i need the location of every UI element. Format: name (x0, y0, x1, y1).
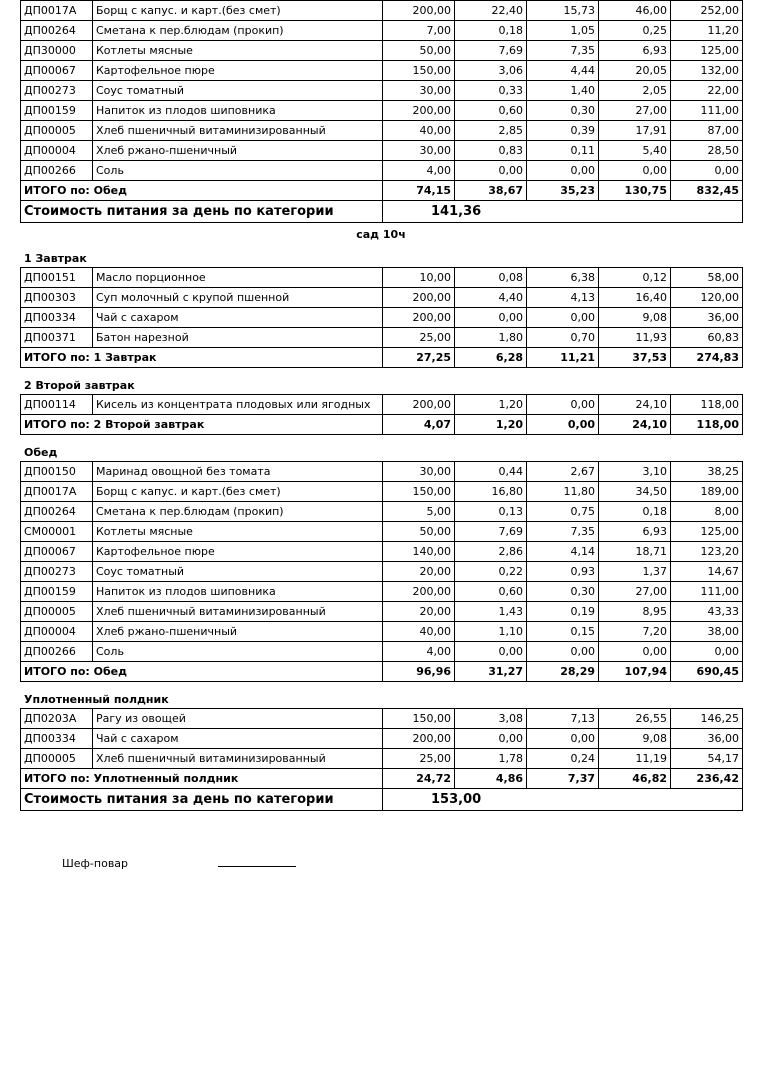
dish-name-cell: Соус томатный (93, 81, 383, 101)
dish-name-cell: Чай с сахаром (93, 308, 383, 328)
dish-value-cell: 11,80 (527, 482, 599, 502)
dish-value-cell: 40,00 (383, 121, 455, 141)
total-value-cell: 4,07 (383, 415, 455, 435)
total-value-cell: 236,42 (671, 769, 743, 789)
dish-value-cell: 46,00 (599, 1, 671, 21)
dish-value-cell: 200,00 (383, 729, 455, 749)
dish-name-cell: Хлеб ржано-пшеничный (93, 622, 383, 642)
dish-value-cell: 0,44 (455, 462, 527, 482)
menu-table (20, 267, 743, 368)
dish-name-cell: Соль (93, 642, 383, 662)
total-value-cell: 24,10 (599, 415, 671, 435)
dish-value-cell: 189,00 (671, 482, 743, 502)
dish-row (21, 81, 743, 101)
dish-value-cell: 10,00 (383, 268, 455, 288)
menu-table (20, 394, 743, 435)
dish-name-cell: Котлеты мясные (93, 41, 383, 61)
dish-value-cell: 0,00 (527, 395, 599, 415)
dish-value-cell: 7,35 (527, 522, 599, 542)
dish-value-cell: 0,00 (527, 642, 599, 662)
dish-value-cell: 120,00 (671, 288, 743, 308)
dish-code-cell: ДП00264 (21, 21, 93, 41)
dish-name-cell: Кисель из концентрата плодовых или ягодных (93, 395, 383, 415)
dish-value-cell: 54,17 (671, 749, 743, 769)
dish-name-cell: Батон нарезной (93, 328, 383, 348)
dish-value-cell: 0,22 (455, 562, 527, 582)
dish-code-cell: ДП00266 (21, 642, 93, 662)
dish-value-cell: 0,00 (527, 308, 599, 328)
total-value-cell: 107,94 (599, 662, 671, 682)
meal-section-title: 2 Второй завтрак (24, 379, 135, 392)
dish-value-cell: 5,00 (383, 502, 455, 522)
dish-value-cell: 7,13 (527, 709, 599, 729)
dish-value-cell: 252,00 (671, 1, 743, 21)
dish-value-cell: 0,25 (599, 21, 671, 41)
dish-name-cell: Сметана к пер.блюдам (прокип) (93, 502, 383, 522)
dish-code-cell: ДП00151 (21, 268, 93, 288)
dish-row (21, 542, 743, 562)
dish-value-cell: 200,00 (383, 288, 455, 308)
dish-value-cell: 11,93 (599, 328, 671, 348)
dish-value-cell: 0,00 (455, 729, 527, 749)
dish-name-cell: Хлеб пшеничный витаминизированный (93, 749, 383, 769)
dish-code-cell: ДП00371 (21, 328, 93, 348)
total-value-cell: 0,00 (527, 415, 599, 435)
dish-code-cell: ДП00159 (21, 101, 93, 121)
dish-row (21, 41, 743, 61)
dish-code-cell: ДП0203А (21, 709, 93, 729)
dish-value-cell: 2,86 (455, 542, 527, 562)
dish-value-cell: 25,00 (383, 328, 455, 348)
total-value-cell: 274,83 (671, 348, 743, 368)
total-value-cell: 6,28 (455, 348, 527, 368)
dish-name-cell: Чай с сахаром (93, 729, 383, 749)
dish-value-cell: 11,19 (599, 749, 671, 769)
dish-name-cell: Масло порционное (93, 268, 383, 288)
dish-value-cell: 24,10 (599, 395, 671, 415)
total-value-cell: 690,45 (671, 662, 743, 682)
dish-value-cell: 30,00 (383, 81, 455, 101)
dish-row (21, 562, 743, 582)
day-cost-row (21, 789, 743, 811)
dish-value-cell: 0,75 (527, 502, 599, 522)
total-value-cell: 37,53 (599, 348, 671, 368)
meal-section-title: Обед (24, 446, 58, 459)
dish-value-cell: 0,00 (599, 642, 671, 662)
dish-value-cell: 7,20 (599, 622, 671, 642)
dish-value-cell: 22,40 (455, 1, 527, 21)
dish-value-cell: 111,00 (671, 582, 743, 602)
dish-value-cell: 43,33 (671, 602, 743, 622)
total-label-cell: ИТОГО по: 1 Завтрак (21, 348, 383, 368)
dish-value-cell: 0,33 (455, 81, 527, 101)
dish-value-cell: 0,00 (527, 729, 599, 749)
dish-row (21, 1, 743, 21)
dish-value-cell: 7,00 (383, 21, 455, 41)
dish-code-cell: ДП00150 (21, 462, 93, 482)
total-value-cell: 832,45 (671, 181, 743, 201)
dish-value-cell: 14,67 (671, 562, 743, 582)
dish-row (21, 61, 743, 81)
dish-row (21, 308, 743, 328)
day-cost-label-cell: Стоимость питания за день по категории (21, 789, 383, 811)
dish-value-cell: 3,06 (455, 61, 527, 81)
dish-row (21, 141, 743, 161)
total-value-cell: 1,20 (455, 415, 527, 435)
dish-value-cell: 7,35 (527, 41, 599, 61)
total-label-cell: ИТОГО по: Обед (21, 662, 383, 682)
dish-row (21, 328, 743, 348)
menu-table (20, 708, 743, 811)
dish-value-cell: 0,11 (527, 141, 599, 161)
total-value-cell: 35,23 (527, 181, 599, 201)
menu-table (20, 461, 743, 682)
dish-name-cell: Хлеб пшеничный витаминизированный (93, 602, 383, 622)
dish-value-cell: 38,25 (671, 462, 743, 482)
total-value-cell: 28,29 (527, 662, 599, 682)
dish-row (21, 395, 743, 415)
dish-code-cell: ДП00067 (21, 542, 93, 562)
total-value-cell: 74,15 (383, 181, 455, 201)
dish-row (21, 622, 743, 642)
dish-value-cell: 36,00 (671, 308, 743, 328)
dish-value-cell: 1,05 (527, 21, 599, 41)
chef-label: Шеф-повар (62, 857, 129, 870)
dish-value-cell: 2,05 (599, 81, 671, 101)
dish-code-cell: ДП00273 (21, 81, 93, 101)
dish-name-cell: Маринад овощной без томата (93, 462, 383, 482)
dish-row (21, 522, 743, 542)
dish-row (21, 161, 743, 181)
dish-value-cell: 1,20 (455, 395, 527, 415)
dish-value-cell: 0,00 (455, 161, 527, 181)
dish-value-cell: 50,00 (383, 41, 455, 61)
dish-value-cell: 200,00 (383, 395, 455, 415)
dish-value-cell: 0,30 (527, 582, 599, 602)
total-value-cell: 7,37 (527, 769, 599, 789)
dish-value-cell: 146,25 (671, 709, 743, 729)
total-value-cell: 46,82 (599, 769, 671, 789)
total-value-cell: 24,72 (383, 769, 455, 789)
dish-row (21, 502, 743, 522)
dish-row (21, 288, 743, 308)
total-value-cell: 31,27 (455, 662, 527, 682)
total-value-cell: 4,86 (455, 769, 527, 789)
dish-code-cell: СМ00001 (21, 522, 93, 542)
menu-table (20, 0, 743, 223)
day-cost-label-cell: Стоимость питания за день по категории (21, 201, 383, 223)
dish-value-cell: 27,00 (599, 101, 671, 121)
dish-value-cell: 0,15 (527, 622, 599, 642)
dish-name-cell: Соус томатный (93, 562, 383, 582)
dish-value-cell: 2,85 (455, 121, 527, 141)
dish-value-cell: 0,00 (455, 642, 527, 662)
table-continuation-block (20, 0, 742, 223)
dish-name-cell: Борщ с капус. и карт.(без смет) (93, 1, 383, 21)
dish-value-cell: 0,18 (455, 21, 527, 41)
dish-name-cell: Рагу из овощей (93, 709, 383, 729)
dish-value-cell: 4,00 (383, 161, 455, 181)
dish-code-cell: ДП00004 (21, 141, 93, 161)
total-row (21, 348, 743, 368)
dish-code-cell: ДП00004 (21, 622, 93, 642)
dish-value-cell: 58,00 (671, 268, 743, 288)
dish-value-cell: 1,40 (527, 81, 599, 101)
dish-value-cell: 1,80 (455, 328, 527, 348)
dish-value-cell: 125,00 (671, 522, 743, 542)
dish-value-cell: 0,30 (527, 101, 599, 121)
total-value-cell: 118,00 (671, 415, 743, 435)
total-row (21, 181, 743, 201)
total-value-cell: 38,67 (455, 181, 527, 201)
dish-value-cell: 123,20 (671, 542, 743, 562)
dish-code-cell: ДП00067 (21, 61, 93, 81)
total-row (21, 769, 743, 789)
total-value-cell: 130,75 (599, 181, 671, 201)
dish-value-cell: 0,18 (599, 502, 671, 522)
dish-code-cell: ДП0017А (21, 1, 93, 21)
dish-code-cell: ДП00005 (21, 749, 93, 769)
dish-value-cell: 4,40 (455, 288, 527, 308)
dish-value-cell: 6,93 (599, 41, 671, 61)
dish-value-cell: 0,60 (455, 582, 527, 602)
dish-row (21, 582, 743, 602)
dish-value-cell: 18,71 (599, 542, 671, 562)
dish-row (21, 482, 743, 502)
dish-name-cell: Суп молочный с крупой пшенной (93, 288, 383, 308)
dish-value-cell: 200,00 (383, 101, 455, 121)
dish-value-cell: 7,69 (455, 41, 527, 61)
dish-value-cell: 1,43 (455, 602, 527, 622)
signature-line (218, 855, 296, 867)
dish-value-cell: 0,93 (527, 562, 599, 582)
dish-code-cell: ДП0017А (21, 482, 93, 502)
dish-name-cell: Хлеб ржано-пшеничный (93, 141, 383, 161)
dish-code-cell: ДП00273 (21, 562, 93, 582)
dish-name-cell: Хлеб пшеничный витаминизированный (93, 121, 383, 141)
dish-row (21, 729, 743, 749)
dish-value-cell: 200,00 (383, 1, 455, 21)
dish-value-cell: 20,05 (599, 61, 671, 81)
dish-value-cell: 4,14 (527, 542, 599, 562)
dish-value-cell: 118,00 (671, 395, 743, 415)
dish-value-cell: 200,00 (383, 582, 455, 602)
dish-value-cell: 30,00 (383, 462, 455, 482)
total-label-cell: ИТОГО по: 2 Второй завтрак (21, 415, 383, 435)
dish-value-cell: 28,50 (671, 141, 743, 161)
dish-value-cell: 150,00 (383, 709, 455, 729)
dish-value-cell: 7,69 (455, 522, 527, 542)
dish-value-cell: 0,00 (455, 308, 527, 328)
dish-value-cell: 20,00 (383, 562, 455, 582)
dish-value-cell: 150,00 (383, 61, 455, 81)
dish-value-cell: 125,00 (671, 41, 743, 61)
total-label-cell: ИТОГО по: Уплотненный полдник (21, 769, 383, 789)
dish-value-cell: 11,20 (671, 21, 743, 41)
dish-value-cell: 9,08 (599, 308, 671, 328)
dish-value-cell: 132,00 (671, 61, 743, 81)
dish-value-cell: 34,50 (599, 482, 671, 502)
dish-code-cell: ДП00114 (21, 395, 93, 415)
dish-value-cell: 200,00 (383, 308, 455, 328)
dish-value-cell: 0,70 (527, 328, 599, 348)
dish-value-cell: 60,83 (671, 328, 743, 348)
dish-value-cell: 1,10 (455, 622, 527, 642)
dish-value-cell: 111,00 (671, 101, 743, 121)
total-value-cell: 11,21 (527, 348, 599, 368)
total-row (21, 415, 743, 435)
dish-value-cell: 0,00 (671, 642, 743, 662)
dish-value-cell: 0,39 (527, 121, 599, 141)
day-cost-value-cell: 141,36 (383, 201, 743, 223)
dish-name-cell: Напиток из плодов шиповника (93, 101, 383, 121)
total-row (21, 662, 743, 682)
dish-value-cell: 22,00 (671, 81, 743, 101)
dish-value-cell: 1,78 (455, 749, 527, 769)
dish-value-cell: 0,13 (455, 502, 527, 522)
dish-value-cell: 17,91 (599, 121, 671, 141)
dish-value-cell: 25,00 (383, 749, 455, 769)
category-header: сад 10ч (356, 228, 406, 241)
dish-value-cell: 0,00 (527, 161, 599, 181)
meal-sections (20, 252, 742, 811)
dish-name-cell: Напиток из плодов шиповника (93, 582, 383, 602)
dish-row (21, 642, 743, 662)
dish-value-cell: 38,00 (671, 622, 743, 642)
dish-value-cell: 50,00 (383, 522, 455, 542)
dish-name-cell: Картофельное пюре (93, 61, 383, 81)
dish-name-cell: Соль (93, 161, 383, 181)
dish-value-cell: 0,83 (455, 141, 527, 161)
dish-value-cell: 1,37 (599, 562, 671, 582)
signature-area (20, 855, 742, 870)
dish-value-cell: 4,13 (527, 288, 599, 308)
dish-value-cell: 3,08 (455, 709, 527, 729)
dish-code-cell: ДП00334 (21, 729, 93, 749)
dish-name-cell: Сметана к пер.блюдам (прокип) (93, 21, 383, 41)
total-value-cell: 27,25 (383, 348, 455, 368)
dish-value-cell: 0,08 (455, 268, 527, 288)
dish-row (21, 602, 743, 622)
dish-value-cell: 8,95 (599, 602, 671, 622)
dish-value-cell: 15,73 (527, 1, 599, 21)
total-label-cell: ИТОГО по: Обед (21, 181, 383, 201)
dish-value-cell: 6,93 (599, 522, 671, 542)
dish-row (21, 462, 743, 482)
dish-row (21, 21, 743, 41)
day-cost-value-cell: 153,00 (383, 789, 743, 811)
dish-value-cell: 16,80 (455, 482, 527, 502)
meal-section-title: 1 Завтрак (24, 252, 87, 265)
dish-code-cell: ДП00303 (21, 288, 93, 308)
day-cost-row (21, 201, 743, 223)
dish-value-cell: 9,08 (599, 729, 671, 749)
dish-value-cell: 3,10 (599, 462, 671, 482)
dish-code-cell: ДП00334 (21, 308, 93, 328)
total-value-cell: 96,96 (383, 662, 455, 682)
dish-name-cell: Котлеты мясные (93, 522, 383, 542)
dish-name-cell: Картофельное пюре (93, 542, 383, 562)
dish-value-cell: 0,00 (671, 161, 743, 181)
dish-code-cell: ДП00266 (21, 161, 93, 181)
dish-value-cell: 4,44 (527, 61, 599, 81)
dish-row (21, 101, 743, 121)
dish-code-cell: ДП00159 (21, 582, 93, 602)
dish-value-cell: 150,00 (383, 482, 455, 502)
dish-code-cell: ДП00264 (21, 502, 93, 522)
dish-code-cell: ДП00005 (21, 602, 93, 622)
dish-row (21, 749, 743, 769)
dish-value-cell: 2,67 (527, 462, 599, 482)
dish-code-cell: ДП30000 (21, 41, 93, 61)
dish-value-cell: 6,38 (527, 268, 599, 288)
dish-value-cell: 20,00 (383, 602, 455, 622)
dish-value-cell: 87,00 (671, 121, 743, 141)
dish-row (21, 268, 743, 288)
dish-value-cell: 0,24 (527, 749, 599, 769)
dish-value-cell: 36,00 (671, 729, 743, 749)
dish-value-cell: 4,00 (383, 642, 455, 662)
dish-code-cell: ДП00005 (21, 121, 93, 141)
dish-row (21, 121, 743, 141)
dish-value-cell: 26,55 (599, 709, 671, 729)
dish-value-cell: 16,40 (599, 288, 671, 308)
dish-value-cell: 5,40 (599, 141, 671, 161)
dish-value-cell: 0,00 (599, 161, 671, 181)
dish-value-cell: 0,19 (527, 602, 599, 622)
dish-value-cell: 40,00 (383, 622, 455, 642)
dish-name-cell: Борщ с капус. и карт.(без смет) (93, 482, 383, 502)
dish-value-cell: 8,00 (671, 502, 743, 522)
meal-section-title: Уплотненный полдник (24, 693, 169, 706)
dish-value-cell: 0,60 (455, 101, 527, 121)
dish-value-cell: 0,12 (599, 268, 671, 288)
dish-value-cell: 140,00 (383, 542, 455, 562)
dish-value-cell: 27,00 (599, 582, 671, 602)
dish-value-cell: 30,00 (383, 141, 455, 161)
dish-row (21, 709, 743, 729)
